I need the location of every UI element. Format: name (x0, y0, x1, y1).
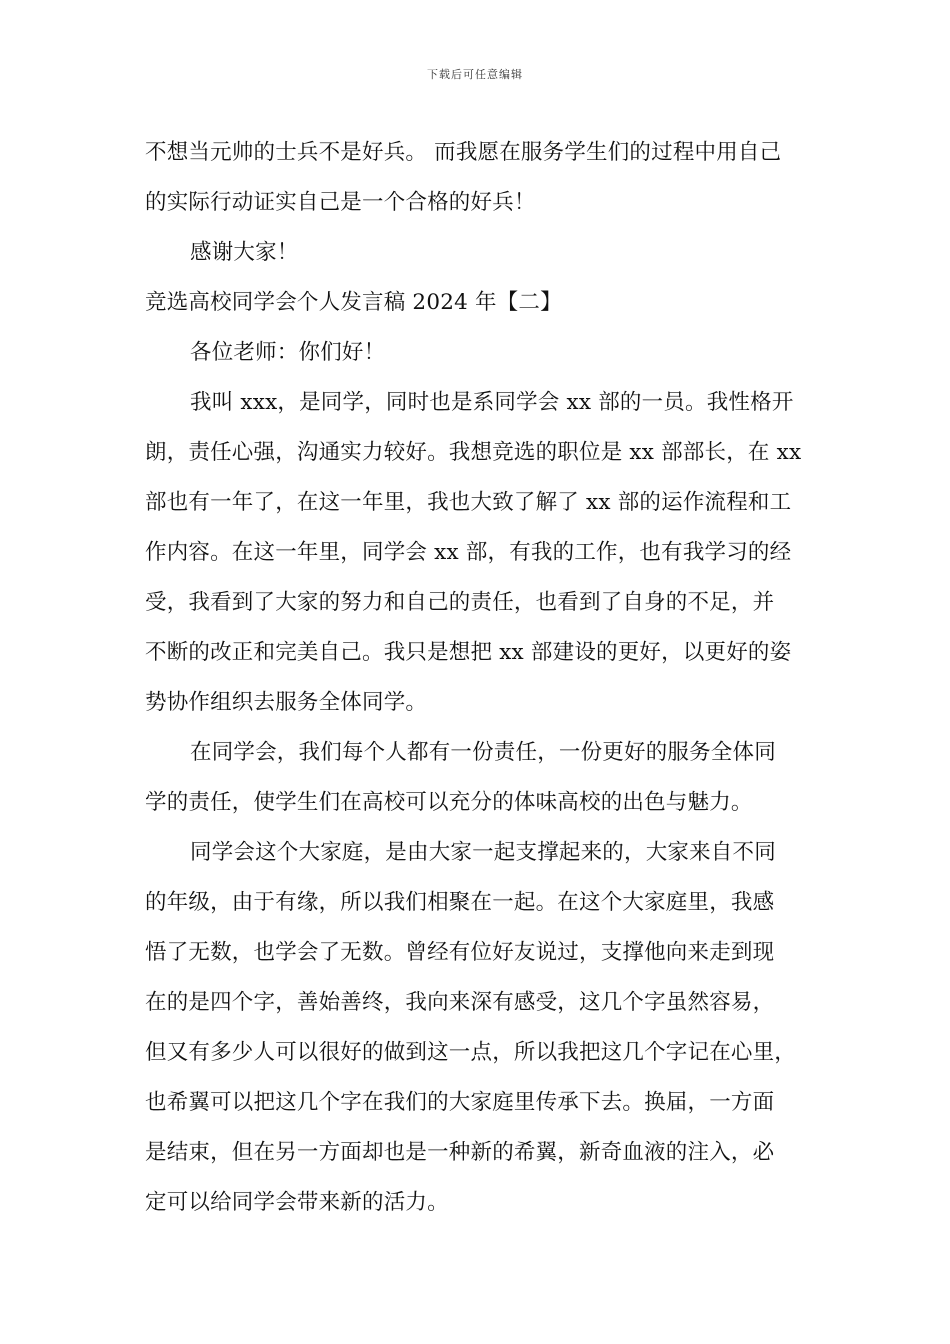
text-line: 不断的改正和完美自己。我只是想把 xx 部建设的更好，以更好的姿 (145, 640, 792, 665)
text-line: 也希翼可以把这几个字在我们的大家庭里传承下去。换届，一方面 (145, 1090, 775, 1115)
text-line: 部也有一年了，在这一年里，我也大致了解了 xx 部的运作流程和工 (145, 490, 792, 515)
text-line: 在同学会，我们每个人都有一份责任，一份更好的服务全体同 (190, 740, 776, 765)
text-line: 学的责任，使学生们在高校可以充分的体味高校的出色与魅力。 (145, 790, 753, 815)
text-line: 势协作组织去服务全体同学。 (145, 690, 428, 715)
text-line: 定可以给同学会带来新的活力。 (145, 1190, 449, 1215)
document-body (145, 128, 810, 1228)
text-line: 的实际行动证实自己是一个合格的好兵！ (145, 190, 536, 215)
text-line: 是结束，但在另一方面却也是一种新的希翼，新奇血液的注入，必 (145, 1140, 775, 1165)
text-line: 不想当元帅的士兵不是好兵。 而我愿在服务学生们的过程中用自己 (145, 140, 782, 165)
text-line: 悟了无数，也学会了无数。曾经有位好友说过，支撑他向来走到现 (145, 940, 775, 965)
text-line: 我叫 xxx，是同学，同时也是系同学会 xx 部的一员。我性格开 (190, 390, 794, 415)
text-line: 在的是四个字，善始善终，我向来深有感受，这几个字虽然容易， (145, 990, 775, 1015)
text-line: 同学会这个大家庭，是由大家一起支撑起来的，大家来自不同 (190, 840, 776, 865)
text-line: 感谢大家！ (190, 240, 299, 265)
salutation: 各位老师：你们好！ (190, 340, 386, 365)
text-line: 朗，责任心强，沟通实力较好。我想竞选的职位是 xx 部部长，在 xx (145, 440, 802, 465)
section-title: 竞选高校同学会个人发言稿 2024 年【二】 (145, 290, 562, 315)
text-line: 的年级，由于有缘，所以我们相聚在一起。在这个大家庭里，我感 (145, 890, 775, 915)
text-line: 作内容。在这一年里，同学会 xx 部，有我的工作，也有我学习的经 (145, 540, 792, 565)
text-line: 但又有多少人可以很好的做到这一点，所以我把这几个字记在心里， (145, 1040, 797, 1065)
text-line: 受，我看到了大家的努力和自己的责任，也看到了自身的不足，并 (145, 590, 775, 615)
page-header: 下载后可任意编辑 (427, 68, 523, 81)
